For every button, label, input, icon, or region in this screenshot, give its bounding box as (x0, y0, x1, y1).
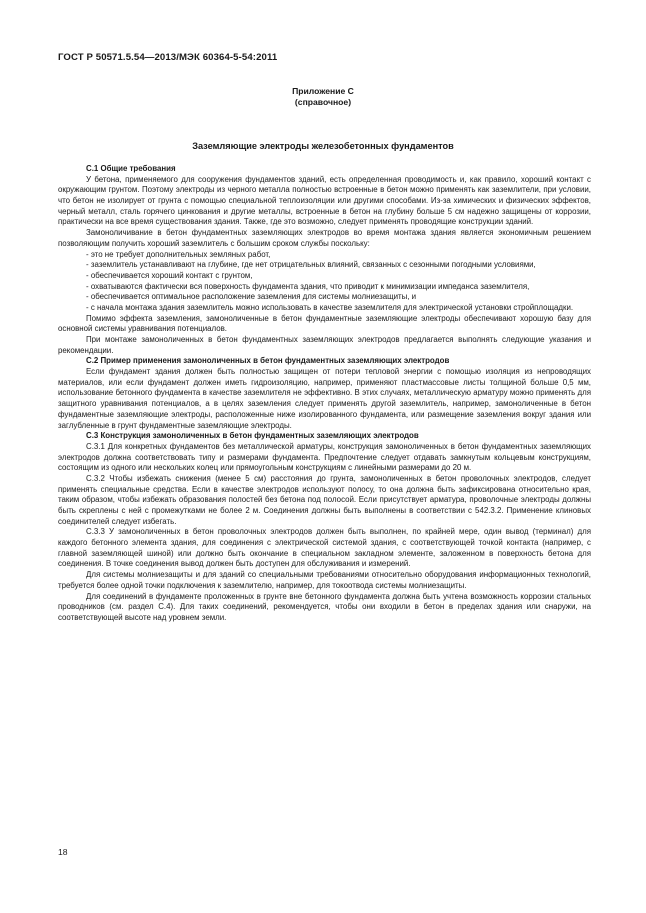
paragraph: Замоноличивание в бетон фундаментных заземляющих электродов во время монтажа здания является экономичным решением позволяющим получить хороший заземлитель с большим сроком службы поскольку: (58, 228, 591, 248)
heading-c3: С.3 Конструкция замоноличенных в бетон фундаментных заземляющих электродов (86, 431, 419, 441)
paragraph: Для системы молниезащиты и для зданий со специальными требованиями относительно оборудования информационных технологий, требуется более одной точки подключения к заземлителю, например, для токоотвода системы молниезащиты. (58, 570, 591, 590)
document-code: ГОСТ Р 50571.5.54—2013/МЭК 60364-5-54:2011 (58, 52, 278, 63)
list-item: - охватываются фактически вся поверхность фундамента здания, что приводит к минимизации импеданса заземлителя, (86, 281, 530, 291)
paragraph-c3-3: С.3.3 У замоноличенных в бетон проволочных электродов должен быть выполнен, по крайней мере, один вывод (терминал) для каждого бетонного элемента здания, для соединения с электрической системой здания, с соответствующей точкой контакта (например, с главной заземляющей шиной) или должно быть окончание в специальном закладном элементе, заложенном в поверхность бетона для соединения. В точке соединения вывод должен быть доступен для обслуживания и измерений. (58, 527, 591, 569)
section-title: Заземляющие электроды железобетонных фундаментов (192, 141, 454, 151)
paragraph: Если фундамент здания должен быть полностью защищен от потери тепловой энергии с помощью изоляция из непроводящих материалов, или если фундамент должен иметь гидроизоляцию, например, применяют пластмассовые листы толщиной больше 0,5 мм, использование бетонного фундамента в качестве заземлителя не эффективно. В этих случаях, металлическую арматуру можно применять для защитного уравнивания потенциалов, а в целях заземления следует применять другой заземлитель, например, замоноличенные в бетон фундаментные заземляющие электроды, расположенные ниже изолированного фундамента, или размещение заземления вокруг здания или заглубленные в грунт фундаментные заземляющие электроды. (58, 367, 591, 430)
page-number: 18 (58, 847, 68, 857)
paragraph-c3-2: С.3.2 Чтобы избежать снижения (менее 5 см) расстояния до грунта, замоноличенных в бетон проволочных электродов, следует применять специальные средства. Если в качестве электродов используют полосу, то она должна быть зафиксирована относительно края, таким образом, чтобы избежать образования полостей без бетона под полосой. Если присутствует арматура, проволочные электроды должны быть скреплены с ней с промежутками не более 2 м. Соединения должны быть выполнены в соответствии с 542.3.2. Применение клиновых соединителей следует избегать. (58, 473, 591, 526)
list-item: - обеспечивается хороший контакт с грунтом, (86, 270, 253, 280)
heading-c1: С.1 Общие требования (86, 164, 176, 173)
list-item: - это не требует дополнительных земляных работ, (86, 249, 271, 259)
paragraph: Для соединений в фундаменте проложенных в грунте вне бетонного фундамента должна быть учтена возможность коррозии стальных проводников (см. раздел С.4). Для таких соединений, рекомендуется, чтобы они входили в бетон в пределах здания или снаружи, на соответствующей высоте над уровнем земли. (58, 591, 591, 622)
list-item: - обеспечивается оптимальное расположение заземления для системы молниезащиты, и (86, 292, 417, 302)
annex-title: Приложение С (292, 86, 354, 96)
annex-subtitle: (справочное) (294, 97, 352, 107)
list-item: - с начала монтажа здания заземлитель можно использовать в качестве заземлителя для электрической установки стройплощадки. (86, 302, 574, 312)
list-item: - заземлитель устанавливают на глубине, где нет отрицательных влияний, связанных с сезонными погодными условиями, (86, 260, 536, 270)
paragraph-c3-1: С.3.1 Для конкретных фундаментов без металлической арматуры, конструкция замоноличенных в бетон фундаментных заземляющих электродов должна соответствовать типу и размерами фундамента. Предпочтение следует отдавать замкнутым кольцевым конструкциям, состоящим из одного или нескольких колец или прямоугольным конструкциям с линейными размерами до 20 м. (58, 441, 591, 473)
paragraph: При монтаже замоноличенных в бетон фундаментных заземляющих электродов предлагается выполнять следующие указания и рекомендации. (58, 335, 591, 355)
paragraph: У бетона, применяемого для сооружения фундаментов зданий, есть определенная проводимость и, как правило, хороший контакт с окружающим грунтом. Поэтому электроды из черного металла полностью встроенные в бетон можно применять как заземлители, при условии, что бетон не изолирует от грунта с помощью специальной теплоизоляции или другими способами. Из-за химических и физических эффектов, черный металл, сталь горячего цинкования и другие металлы, встроенные в бетон на глубину больше 5 см надежно защищены от коррозии, практически на все время существования здания. Также, где это возможно, следует применять проводящие конструкции зданий. (58, 174, 591, 227)
document-body (58, 164, 591, 624)
paragraph: Помимо эффекта заземления, замоноличенные в бетон фундаментные заземляющие электроды обеспечивают хорошую базу для основной системы уравнивания потенциалов. (58, 313, 591, 334)
heading-c2: С.2 Пример применения замоноличенных в бетон фундаментных заземляющих электродов (86, 356, 450, 366)
